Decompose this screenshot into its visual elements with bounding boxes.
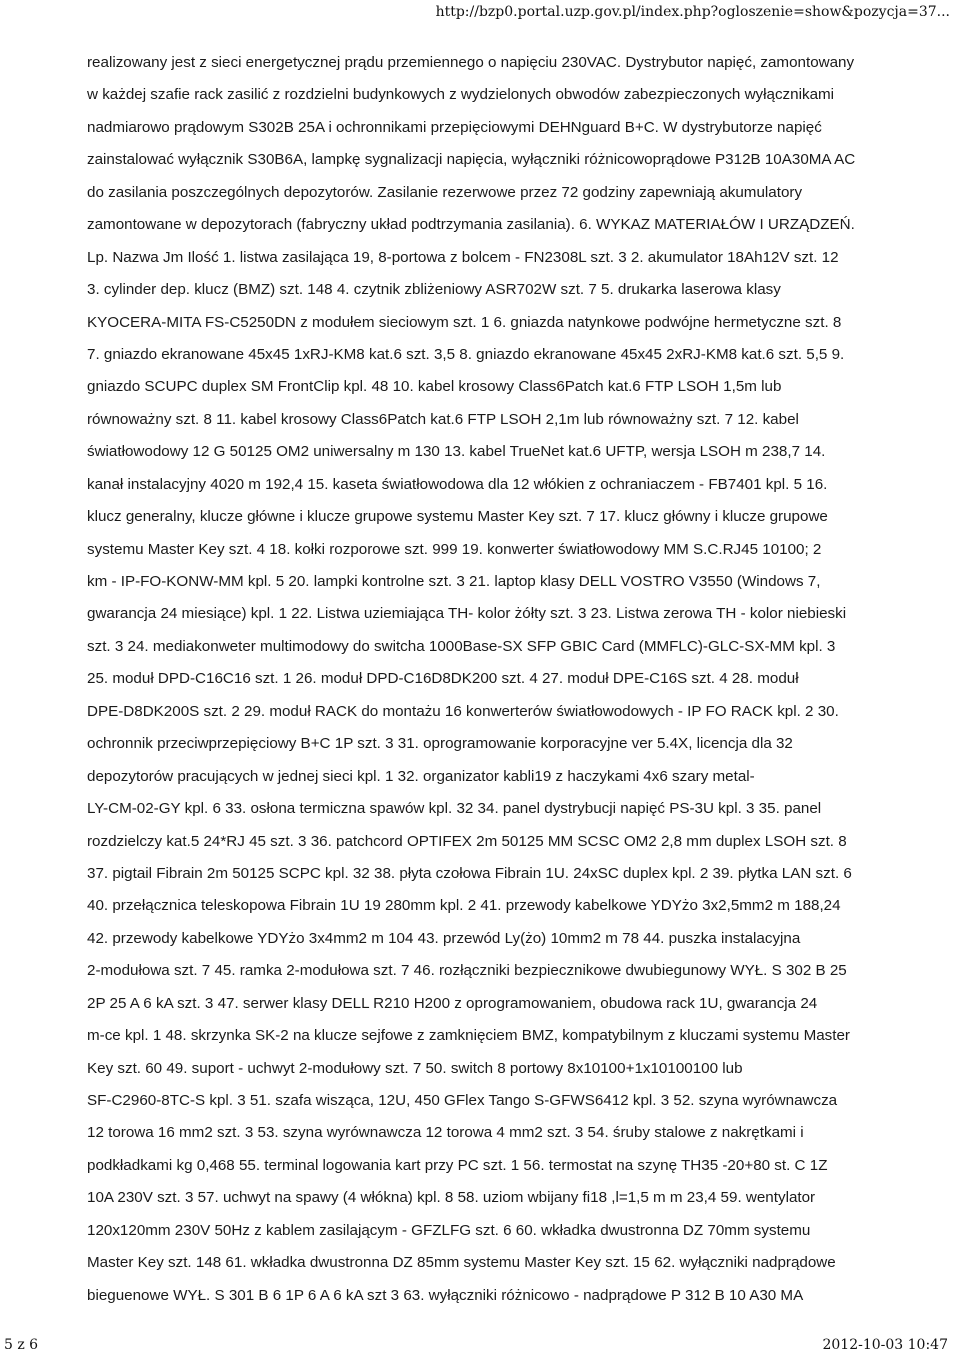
document-line: zamontowane w depozytorach (fabryczny układ podtrzymania zasilania). 6. WYKAZ MATERIAŁÓW I URZĄDZEŃ. <box>87 216 855 234</box>
document-line: m-ce kpl. 1 48. skrzynka SK-2 na klucze sejfowe z zamknięciem BMZ, kompatybilnym z kluczami systemu Master <box>87 1027 850 1045</box>
document-line: 2P 25 A 6 kA szt. 3 47. serwer klasy DELL R210 H200 z oprogramowaniem, obudowa rack 1U, gwarancja 24 <box>87 994 818 1012</box>
document-line: gniazdo SCUPC duplex SM FrontClip kpl. 48 10. kabel krosowy Class6Patch kat.6 FTP LSOH 1,5m lub <box>87 378 782 396</box>
document-line: depozytorów pracujących w jednej sieci kpl. 1 32. organizator kabli19 z haczykami 4x6 szary metal- <box>87 767 755 785</box>
document-line: gwarancja 24 miesiące) kpl. 1 22. Listwa uziemiająca TH- kolor żółty szt. 3 23. Listwa zerowa TH - kolor niebieski <box>87 605 847 623</box>
document-line: 40. przełącznica teleskopowa Fibrain 1U 19 280mm kpl. 2 41. przewody kabelkowe YDYżo 3x2,5mm2 m 188,24 <box>87 897 841 915</box>
document-line: 25. moduł DPD-C16C16 szt. 1 26. moduł DPD-C16D8DK200 szt. 4 27. moduł DPE-C16S szt. 4 28. moduł <box>87 670 799 688</box>
document-line: 10A 230V szt. 3 57. uchwyt na spawy (4 włókna) kpl. 8 58. uziom wbijany fi18 ,l=1,5 m m 23,4 59. wentylator <box>87 1189 816 1207</box>
document-line: bieguenowe WYŁ. S 301 B 6 1P 6 A 6 kA szt 3 63. wyłączniki różnicowo - nadprądowe P 312 B 10 A30 MA <box>87 1286 804 1304</box>
document-line: 42. przewody kabelkowe YDYżo 3x4mm2 m 104 43. przewód Ly(żo) 10mm2 m 78 44. puszka instalacyjna <box>87 929 801 947</box>
document-line: 37. pigtail Fibrain 2m 50125 SCPC kpl. 32 38. płyta czołowa Fibrain 1U. 24xSC duplex kpl. 2 39. płytka LAN szt. 6 <box>87 864 852 882</box>
document-line: systemu Master Key szt. 4 18. kołki rozporowe szt. 999 19. konwerter światłowodowy MM S.C.RJ45 10100; 2 <box>87 540 822 558</box>
document-line: 7. gniazdo ekranowane 45x45 1xRJ-KM8 kat.6 szt. 3,5 8. gniazdo ekranowane 45x45 2xRJ-KM8 kat.6 szt. 5,5 9. <box>87 345 845 363</box>
document-line: km - IP-FO-KONW-MM kpl. 5 20. lampki kontrolne szt. 3 21. laptop klasy DELL VOSTRO V3550 (Windows 7, <box>87 573 821 590</box>
document-line: realizowany jest z sieci energetycznej prądu przemiennego o napięciu 230VAC. Dystrybutor napięć, zamontowany <box>87 54 855 71</box>
print-datetime: 2012-10-03 10:47 <box>822 1337 948 1353</box>
document-line: podkładkami kg 0,468 55. terminal logowania kart przy PC szt. 1 56. termostat na szynę TH35 -20+80 st. C 1Z <box>87 1156 828 1174</box>
document-line: SF-C2960-8TC-S kpl. 3 51. szafa wisząca, 12U, 450 GFlex Tango S-GFWS6412 kpl. 3 52. szyna wyrównawcza <box>87 1092 838 1109</box>
document-line: Lp. Nazwa Jm Ilość 1. listwa zasilająca 19, 8-portowa z bolcem - FN2308L szt. 3 2. akumulator 18Ah12V szt. 12 <box>87 248 839 266</box>
document-line: LY-CM-02-GY kpl. 6 33. osłona termiczna spawów kpl. 32 34. panel dystrybucji napięć PS-3U kpl. 3 35. panel <box>87 800 822 818</box>
document-line: KYOCERA-MITA FS-C5250DN z modułem sieciowym szt. 1 6. gniazda natynkowe podwójne hermetyczne szt. 8 <box>87 313 842 331</box>
document-line: równoważny szt. 8 11. kabel krosowy Class6Patch kat.6 FTP LSOH 2,1m lub równoważny szt. 7 12. kabel <box>87 410 799 428</box>
document-line: w każdej szafie rack zasilić z rozdzielni budynkowych z wydzielonych obwodów zabezpieczonych wyłącznikami <box>87 86 835 104</box>
document-line: Key szt. 60 49. suport - uchwyt 2-modułowy szt. 7 50. switch 8 portowy 8x10100+1x10100100 lub <box>87 1059 743 1077</box>
document-body <box>87 47 937 1312</box>
document-line: kanał instalacyjny 4020 m 192,4 15. kaseta światłowodowa dla 12 włókien z ochraniaczem - FB7401 kpl. 5 16. <box>87 475 828 493</box>
document-line: Master Key szt. 148 61. wkładka dwustronna DZ 85mm systemu Master Key szt. 15 62. wyłączniki nadprądowe <box>87 1254 836 1272</box>
document-line: do zasilania poszczególnych depozytorów. Zasilanie rezerwowe przez 72 godziny zapewniają akumulatory <box>87 183 803 201</box>
document-line: szt. 3 24. mediakonweter multimodowy do switcha 1000Base-SX SFP GBIC Card (MMFLC)-GLC-SX-MM kpl. 3 <box>87 637 836 655</box>
document-line: światłowodowy 12 G 50125 OM2 uniwersalny m 130 13. kabel TrueNet kat.6 UFTP, wersja LSOH m 238,7 14. <box>87 443 826 461</box>
header-url: http://bzp0.portal.uzp.gov.pl/index.php?ogloszenie=show&pozycja=37... <box>435 4 950 20</box>
document-line: DPE-D8DK200S szt. 2 29. moduł RACK do montażu 16 konwerterów światłowodowych - IP FO RACK kpl. 2 30. <box>87 702 839 720</box>
document-line: rozdzielczy kat.5 24*RJ 45 szt. 3 36. patchcord OPTIFEX 2m 50125 MM SCSC OM2 2,8 mm duplex LSOH szt. 8 <box>87 832 847 850</box>
page-number: 5 z 6 <box>4 1337 39 1353</box>
document-line: klucz generalny, klucze główne i klucze grupowe systemu Master Key szt. 7 17. klucz główny i klucze grupowe <box>87 508 828 526</box>
document-line: ochronnik przeciwprzepięciowy B+C 1P szt. 3 31. oprogramowanie korporacyjne ver 5.4X, licencja dla 32 <box>87 735 793 753</box>
document-line: zainstalować wyłącznik S30B6A, lampkę sygnalizacji napięcia, wyłączniki różnicowoprądowe P312B 10A30MA AC <box>87 151 856 169</box>
document-line: nadmiarowo prądowym S302B 25A i ochronnikami przepięciowymi DEHNguard B+C. W dystrybutorze napięć <box>87 118 822 136</box>
document-line: 3. cylinder dep. klucz (BMZ) szt. 148 4. czytnik zbliżeniowy ASR702W szt. 7 5. drukarka laserowa klasy <box>87 281 781 299</box>
document-line: 120x120mm 230V 50Hz z kablem zasilającym - GFZLFG szt. 6 60. wkładka dwustronna DZ 70mm systemu <box>87 1221 811 1239</box>
document-line: 2-modułowa szt. 7 45. ramka 2-modułowa szt. 7 46. rozłączniki bezpiecznikowe dwubiegunowy WYŁ. S 302 B 25 <box>87 962 847 980</box>
document-line: 12 torowa 16 mm2 szt. 3 53. szyna wyrównawcza 12 torowa 4 mm2 szt. 3 54. śruby stalowe z nakrętkami i <box>87 1124 804 1142</box>
